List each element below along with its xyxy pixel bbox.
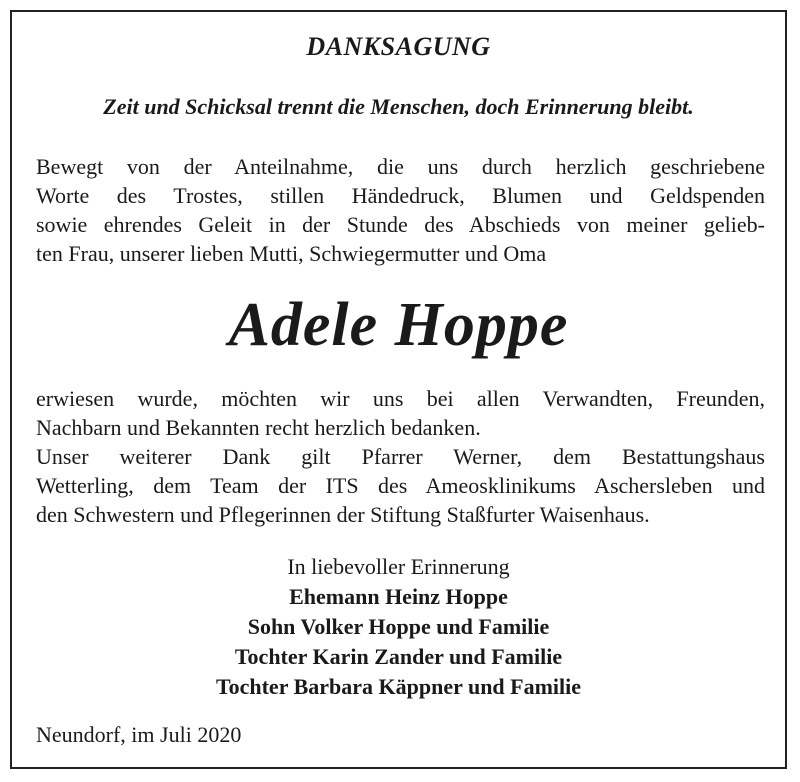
further-thanks-line: den Schwestern und Pflegerinnen der Stiftung Staßfurter Waisenhaus.	[36, 502, 650, 527]
signatory: Tochter Karin Zander und Familie	[234, 644, 563, 669]
signatory: Tochter Barbara Käppner und Familie	[215, 674, 582, 699]
intro-line: Bewegt von der Anteilnahme, die uns durch herzlich geschriebene	[36, 154, 765, 179]
place-date: Neundorf, im Juli 2020	[36, 722, 242, 747]
intro-paragraph	[36, 152, 765, 268]
signoff-block	[12, 552, 785, 702]
signatory: Ehemann Heinz Hoppe	[289, 584, 508, 609]
further-thanks-paragraph	[36, 442, 765, 529]
further-thanks-line: Wetterling, dem Team der ITS des Ameosklinikums Aschersleben und	[36, 473, 765, 498]
deceased-name: Adele Hoppe	[228, 291, 569, 359]
thanks-line: Nachbarn und Bekannten recht herzlich bedanken.	[36, 415, 481, 440]
notice-title: DANKSAGUNG	[306, 32, 491, 61]
thanks-line: erwiesen wurde, möchten wir uns bei allen Verwandten, Freunden,	[36, 386, 765, 411]
signatory: Sohn Volker Hoppe und Familie	[247, 614, 550, 639]
further-thanks-line: Unser weiterer Dank gilt Pfarrer Werner, dem Bestattungshaus	[36, 444, 765, 469]
obituary-notice	[10, 10, 787, 769]
notice-motto: Zeit und Schicksal trennt die Menschen, doch Erinnerung bleibt.	[103, 94, 694, 119]
intro-line: sowie ehrendes Geleit in der Stunde des Abschieds von meiner gelieb-	[36, 212, 765, 237]
intro-line: Worte des Trostes, stillen Händedruck, Blumen und Geldspenden	[36, 183, 765, 208]
closing-phrase: In liebevoller Erinnerung	[287, 554, 510, 579]
intro-line: ten Frau, unserer lieben Mutti, Schwiegermutter und Oma	[36, 241, 547, 266]
thanks-paragraph	[36, 384, 765, 442]
